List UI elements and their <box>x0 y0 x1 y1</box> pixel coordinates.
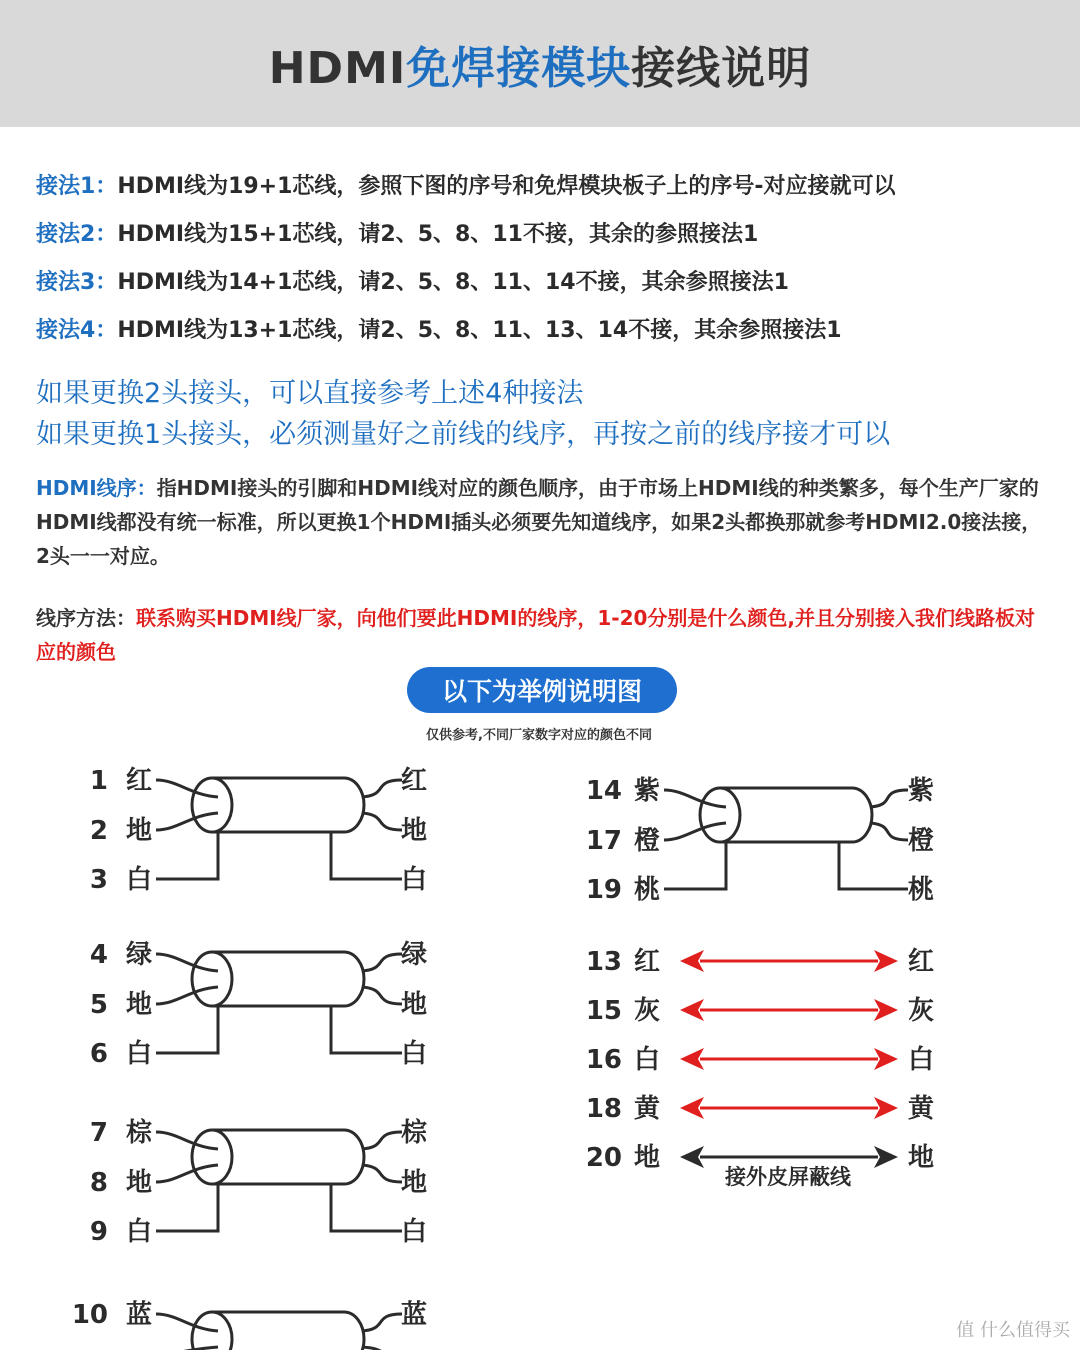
left-group-1-pin-2-right-color: 地 <box>401 816 428 846</box>
left-group-3-shield-barrel-end-3 <box>192 1130 232 1184</box>
left-group-2-pin-5-number: 5 <box>89 990 108 1020</box>
shield-wire-label: 接外皮屏蔽线 <box>725 1165 851 1189</box>
direct-pin-13-number: 13 <box>585 947 622 977</box>
direct-pin-20-right-color: 地 <box>908 1143 935 1173</box>
method-2-text: HDMI线为15+1芯线，请2、5、8、11不接，其余的参照接法1 <box>117 222 759 247</box>
left-group-4-pin-10-number: 10 <box>71 1300 108 1330</box>
left-group-2-pin-4-number: 4 <box>89 940 108 970</box>
left-group-4-wire-right-10 <box>362 1314 402 1331</box>
left-group-4-pin-10-left-color: 蓝 <box>126 1300 153 1330</box>
direct-pin-16-left-color: 白 <box>634 1045 661 1075</box>
sequence-label: HDMI线序： <box>36 476 157 500</box>
method-1-label: 接法1： <box>36 174 118 199</box>
left-group-2-shield-barrel-2 <box>212 952 364 1006</box>
left-group-1-pin-3-left-color: 白 <box>126 865 153 895</box>
right-group-pin-19-right-color: 桃 <box>908 875 935 905</box>
method-note-label: 线序方法： <box>36 606 136 630</box>
method-2-label: 接法2： <box>36 222 118 247</box>
direct-pin-15-left-color: 灰 <box>634 996 661 1026</box>
left-group-3-wire-right-8 <box>362 1165 402 1182</box>
left-group-1-pin-2-number: 2 <box>89 816 108 846</box>
watermark: 值 什么值得买 <box>956 1320 1070 1341</box>
left-group-3-pin-8-right-color: 地 <box>401 1168 428 1198</box>
direct-pin-15-number: 15 <box>585 996 622 1026</box>
left-group-2-pin-6-left-color: 白 <box>126 1039 153 1069</box>
right-group-shield-barrel-end-1 <box>700 788 740 842</box>
left-group-1-pin-2-left-color: 地 <box>126 816 153 846</box>
left-group-2-pin-5-right-color: 地 <box>401 990 428 1020</box>
left-group-3-wire-right-7 <box>362 1132 402 1149</box>
right-group-drain-right-19 <box>839 842 908 889</box>
note-two-heads: 如果更换2头接头，可以直接参考上述4种接法 <box>36 378 584 409</box>
direct-pin-18-right-color: 黄 <box>908 1094 935 1124</box>
left-group-4-pin-10-right-color: 蓝 <box>401 1300 428 1330</box>
direct-pin-18-left-color: 黄 <box>634 1094 661 1124</box>
left-group-2-shield-barrel-end-2 <box>192 952 232 1006</box>
left-group-3-pin-7-right-color: 棕 <box>401 1118 428 1148</box>
left-group-1-drain-right-3 <box>331 832 402 879</box>
left-group-2-pin-5-left-color: 地 <box>126 990 153 1020</box>
left-group-2-drain-right-6 <box>331 1006 402 1053</box>
example-banner: 以下为举例说明图 <box>407 667 677 713</box>
left-group-2-pin-6-right-color: 白 <box>401 1039 428 1069</box>
right-group-shield-barrel-1 <box>720 788 872 842</box>
right-group-pin-17-number: 17 <box>585 826 622 856</box>
method-4-text: HDMI线为13+1芯线，请2、5、8、11、13、14不接，其余参照接法1 <box>117 318 842 343</box>
right-group-wire-right-14 <box>870 790 908 807</box>
right-group-pin-17-right-color: 橙 <box>908 826 935 856</box>
right-group-pin-17-left-color: 橙 <box>634 826 661 856</box>
method-3-label: 接法3： <box>36 270 118 295</box>
left-group-1-drain-left-3 <box>156 832 218 879</box>
direct-pin-16-number: 16 <box>585 1045 622 1075</box>
note-one-head: 如果更换1头接头，必须测量好之前线的线序，再按之前的线序接才可以 <box>36 419 891 450</box>
method-4-label: 接法4： <box>36 318 118 343</box>
left-group-3-pin-8-left-color: 地 <box>126 1168 153 1198</box>
left-group-1-shield-barrel-end-1 <box>192 778 232 832</box>
right-group-pin-14-left-color: 紫 <box>634 776 661 806</box>
left-group-1-wire-right-2 <box>362 813 402 830</box>
left-group-3-pin-8-number: 8 <box>89 1168 108 1198</box>
direct-pin-18-number: 18 <box>585 1094 622 1124</box>
direct-pin-13-left-color: 红 <box>634 947 661 977</box>
title-part-1: HDMI <box>268 42 407 94</box>
example-note: 仅供参考,不同厂家数字对应的颜色不同 <box>426 728 652 743</box>
right-group-drain-left-19 <box>664 842 726 889</box>
left-group-1-wire-right-1 <box>362 780 402 797</box>
left-group-1-pin-1-number: 1 <box>89 766 108 796</box>
left-group-3-pin-9-left-color: 白 <box>126 1217 153 1247</box>
left-group-1-pin-1-left-color: 红 <box>126 766 153 796</box>
method-1-text: HDMI线为19+1芯线，参照下图的序号和免焊模块板子上的序号-对应接就可以 <box>117 174 896 199</box>
left-group-2-wire-right-4 <box>362 954 402 971</box>
left-group-3-pin-9-number: 9 <box>89 1217 108 1247</box>
left-group-1-pin-3-right-color: 白 <box>401 865 428 895</box>
title-part-2: 免焊接模块 <box>406 42 632 94</box>
left-group-3-drain-left-9 <box>156 1184 218 1231</box>
sequence-text: 指HDMI接头的引脚和HDMI线对应的颜色顺序，由于市场上HDMI线的种类繁多，每个生产厂家的HDMI线都没有统一标准，所以更换1个HDMI插头必须要先知道线序，如果2头都换那就参考HDMI2.0接法接，2头一一对应。 <box>36 476 1042 568</box>
right-group-pin-14-right-color: 紫 <box>908 776 935 806</box>
left-group-1-pin-3-number: 3 <box>89 865 108 895</box>
right-group-pin-19-number: 19 <box>585 875 622 905</box>
left-group-3-drain-right-9 <box>331 1184 402 1231</box>
method-note-text: 联系购买HDMI线厂家，向他们要此HDMI的线序，1-20分别是什么颜色,并且分别接入我们线路板对应的颜色 <box>36 606 1036 664</box>
right-group-pin-19-left-color: 桃 <box>634 875 661 905</box>
right-group-wire-right-17 <box>870 823 908 840</box>
left-group-3-pin-7-left-color: 棕 <box>126 1118 153 1148</box>
left-group-2-pin-6-number: 6 <box>89 1039 108 1069</box>
left-group-4-shield-barrel-4 <box>212 1312 364 1350</box>
direct-pin-13-right-color: 红 <box>908 947 935 977</box>
direct-pin-20-left-color: 地 <box>634 1143 661 1173</box>
left-group-1-pin-1-right-color: 红 <box>401 766 428 796</box>
direct-pin-20-number: 20 <box>585 1143 622 1173</box>
left-group-3-pin-7-number: 7 <box>89 1118 108 1148</box>
method-3-text: HDMI线为14+1芯线，请2、5、8、11、14不接，其余参照接法1 <box>117 270 789 295</box>
left-group-2-wire-right-5 <box>362 987 402 1004</box>
left-group-2-pin-4-right-color: 绿 <box>401 940 428 970</box>
left-group-3-pin-9-right-color: 白 <box>401 1217 428 1247</box>
right-group-pin-14-number: 14 <box>585 776 622 806</box>
left-group-3-shield-barrel-3 <box>212 1130 364 1184</box>
title-part-3: 接线说明 <box>631 42 812 94</box>
left-group-2-drain-left-6 <box>156 1006 218 1053</box>
left-group-2-pin-4-left-color: 绿 <box>126 940 153 970</box>
direct-pin-15-right-color: 灰 <box>908 996 935 1026</box>
direct-pin-16-right-color: 白 <box>908 1045 935 1075</box>
left-group-1-shield-barrel-1 <box>212 778 364 832</box>
